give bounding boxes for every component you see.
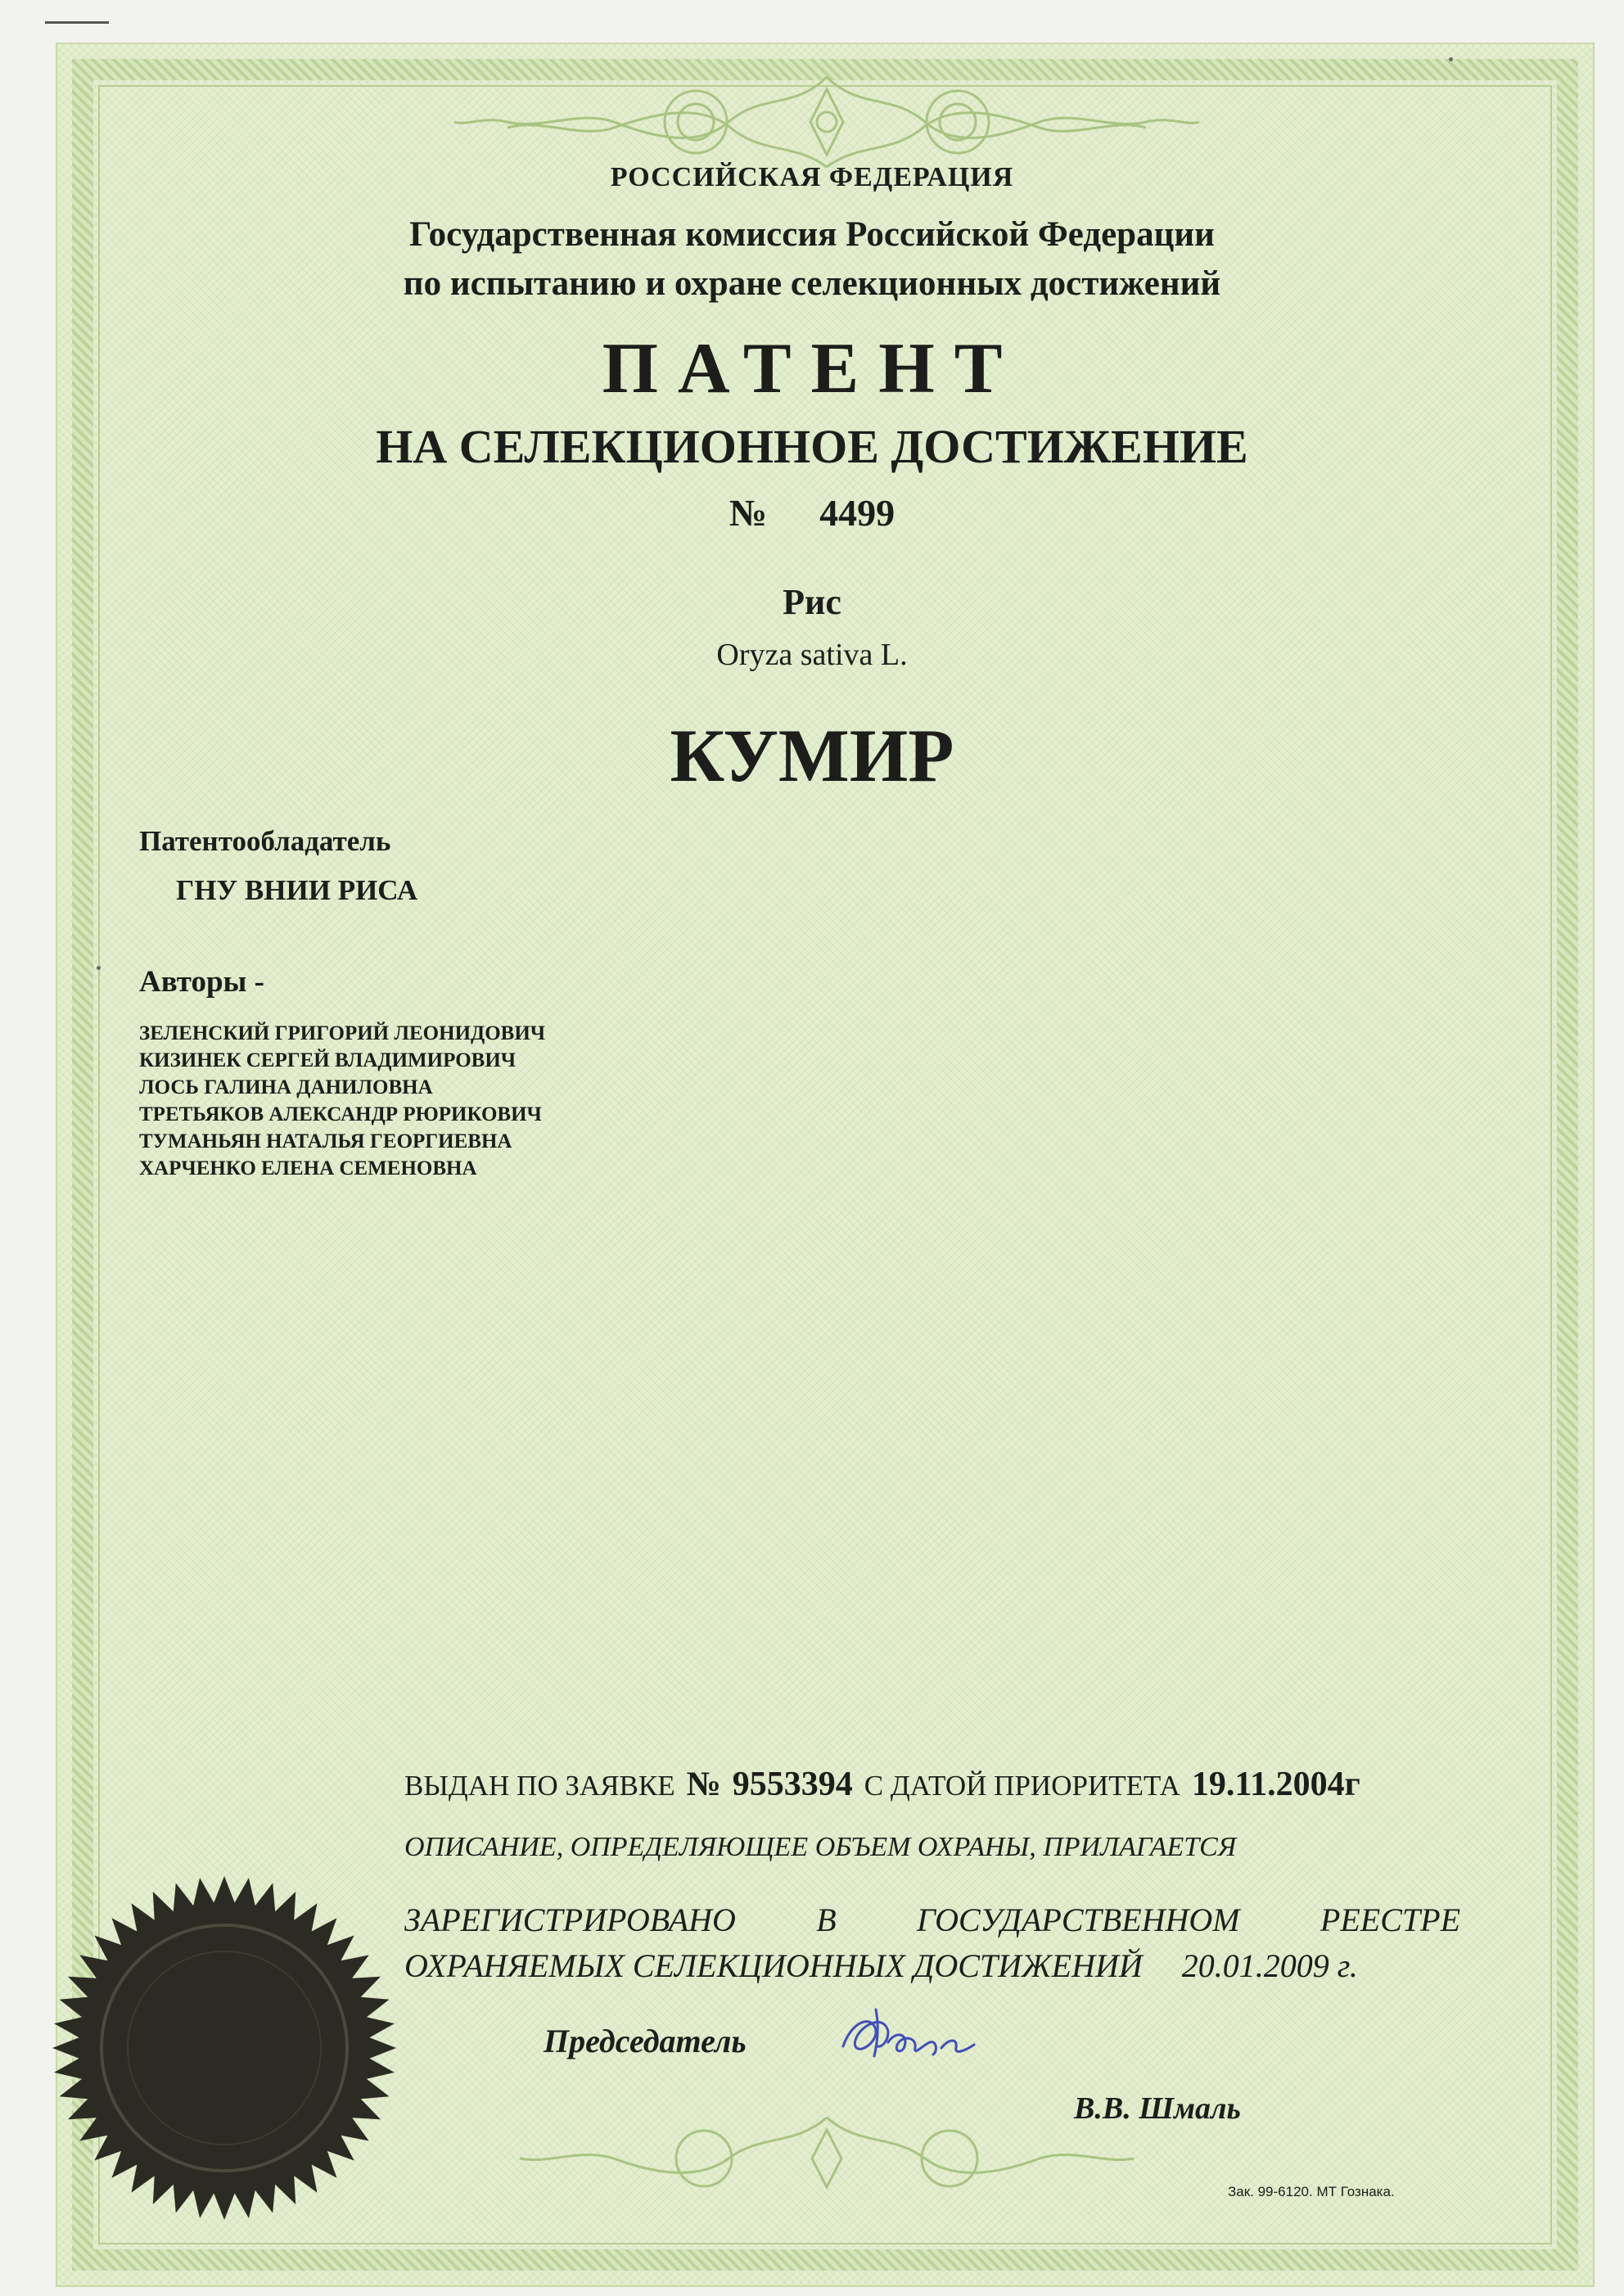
scan-edge-mark bbox=[45, 21, 109, 24]
number-sign: № bbox=[729, 492, 768, 534]
patent-number: 4499 bbox=[819, 492, 895, 534]
plant-latin-name: Oryza sativa L. bbox=[716, 638, 908, 672]
author-name: ТУМАНЬЯН НАТАЛЬЯ ГЕОРГИЕВНА bbox=[139, 1130, 512, 1153]
author-name: ТРЕТЬЯКОВ АЛЕКСАНДР РЮРИКОВИЧ bbox=[139, 1103, 542, 1125]
priority-text: С ДАТОЙ ПРИОРИТЕТА bbox=[864, 1770, 1180, 1802]
registry-name: ОХРАНЯЕМЫХ СЕЛЕКЦИОННЫХ ДОСТИЖЕНИЙ bbox=[404, 1947, 1143, 1984]
priority-year-suffix: г bbox=[1344, 1766, 1360, 1803]
gold-seal-icon bbox=[44, 1868, 404, 2228]
patent-number-line bbox=[0, 491, 1624, 535]
commission-line-1: Государственная комиссия Российской Федерации bbox=[409, 215, 1215, 254]
registration-word: ЗАРЕГИСТРИРОВАНО bbox=[404, 1901, 736, 1938]
patent-subtitle: НА СЕЛЕКЦИОННОЕ ДОСТИЖЕНИЕ bbox=[376, 420, 1248, 473]
chairman-title: Председатель bbox=[544, 2023, 747, 2059]
registration-word: ГОСУДАРСТВЕННОМ bbox=[916, 1901, 1240, 1938]
author-name: КИЗИНЕК СЕРГЕЙ ВЛАДИМИРОВИЧ bbox=[139, 1049, 517, 1071]
authors-list bbox=[139, 1020, 545, 1182]
registration-line-1 bbox=[404, 1901, 1460, 1939]
print-code: Зак. 99-6120. МТ Гознака. bbox=[1228, 2184, 1395, 2199]
scan-speck bbox=[97, 966, 101, 970]
chairman-name: В.В. Шмаль bbox=[1074, 2091, 1241, 2126]
scan-speck bbox=[1449, 57, 1453, 61]
holder-name: ГНУ ВНИИ РИСА bbox=[176, 874, 418, 906]
application-line bbox=[404, 1765, 1360, 1804]
registration-word: РЕЕСТРЕ bbox=[1320, 1901, 1460, 1938]
registration-line-2 bbox=[404, 1946, 1358, 1985]
plant-name: Рис bbox=[783, 582, 841, 622]
commission-line-2: по испытанию и охране селекционных достижений bbox=[403, 264, 1221, 303]
description-note: ОПИСАНИЕ, ОПРЕДЕЛЯЮЩЕЕ ОБЪЕМ ОХРАНЫ, ПРИЛАГАЕТСЯ bbox=[404, 1832, 1237, 1862]
authors-label: Авторы - bbox=[139, 965, 265, 999]
signature-icon bbox=[827, 1997, 990, 2079]
variety-name: КУМИР bbox=[670, 714, 954, 797]
country-heading: РОССИЙСКАЯ ФЕДЕРАЦИЯ bbox=[610, 162, 1014, 192]
registration-date: 20.01.2009 г. bbox=[1181, 1947, 1358, 1984]
author-name: ЗЕЛЕНСКИЙ ГРИГОРИЙ ЛЕОНИДОВИЧ bbox=[139, 1022, 546, 1044]
priority-date: 19.11.2004 bbox=[1191, 1766, 1345, 1803]
author-name: ЛОСЬ ГАЛИНА ДАНИЛОВНА bbox=[139, 1076, 433, 1098]
application-number: 9553394 bbox=[732, 1766, 853, 1803]
issued-text: ВЫДАН ПО ЗАЯВКЕ bbox=[404, 1770, 675, 1802]
author-name: ХАРЧЕНКО ЕЛЕНА СЕМЕНОВНА bbox=[139, 1157, 477, 1180]
bottom-ornament-icon bbox=[516, 2097, 1138, 2220]
patent-title: ПАТЕНТ bbox=[602, 329, 1022, 408]
registration-word: В bbox=[816, 1901, 837, 1938]
holder-label: Патентообладатель bbox=[139, 825, 391, 857]
application-number-sign: № bbox=[686, 1766, 721, 1803]
